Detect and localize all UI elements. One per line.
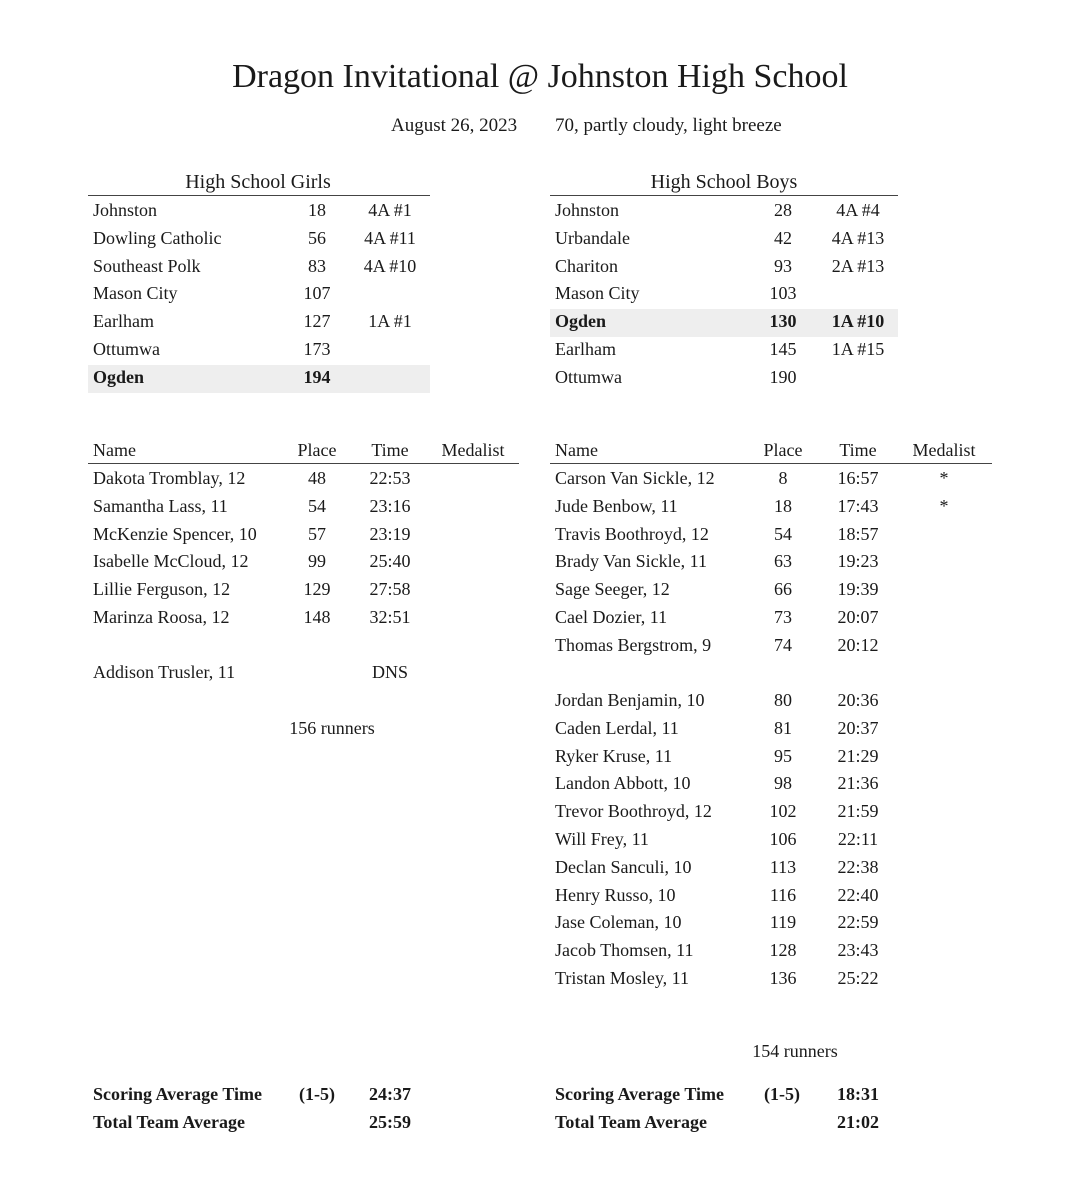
reserve-runner-time: 21:36 [837, 773, 879, 794]
reserve-runner-time: 22:11 [837, 829, 879, 849]
reserve-runner-name: Jase Coleman, 10 [555, 912, 682, 933]
team-rank: 2A #13 [831, 255, 885, 276]
col-medalist-header: Medalist [912, 440, 976, 460]
runner-medalist: * [939, 495, 949, 516]
runner-time: 16:57 [837, 468, 879, 488]
runner-count: 156 runners [289, 718, 375, 738]
team-score: 130 [769, 311, 797, 332]
runner-time: 19:39 [837, 579, 879, 600]
total-average-label: Total Team Average [93, 1112, 245, 1132]
team-rank: 4A #4 [836, 200, 880, 220]
team-name: Earlham [555, 339, 616, 359]
runner-time: 19:23 [837, 551, 879, 572]
reserve-runner-place: 136 [769, 968, 797, 988]
team-score: 107 [303, 283, 331, 304]
team-name: Dowling Catholic [93, 227, 222, 248]
reserve-runner-time: 25:22 [837, 968, 879, 988]
reserve-runner-time: 20:37 [837, 717, 879, 738]
team-rank: 1A #1 [368, 311, 412, 332]
team-name: Ogden [555, 311, 607, 332]
team-score: 127 [303, 311, 331, 332]
page-title: Dragon Invitational @ Johnston High School [232, 58, 848, 95]
scoring-range: (1-5) [764, 1084, 800, 1104]
team-name: Ogden [93, 366, 145, 387]
runner-time: 27:58 [369, 579, 411, 600]
team-rank: 1A #15 [831, 339, 885, 359]
total-average-time: 21:02 [837, 1112, 879, 1132]
runner-name: Lillie Ferguson, 12 [93, 579, 231, 600]
reserve-runner-name: Ryker Kruse, 11 [555, 745, 673, 766]
runner-name: Jude Benbow, 11 [555, 495, 678, 516]
col-place-header: Place [763, 440, 803, 460]
team-score: 190 [769, 366, 797, 387]
team-name: Johnston [555, 200, 620, 220]
team-name: Earlham [93, 311, 154, 332]
reserve-runner-time: 20:36 [837, 690, 879, 710]
reserve-runner-place: 128 [769, 940, 797, 961]
col-time-header: Time [839, 440, 877, 460]
runner-place: 99 [308, 551, 326, 572]
runner-place: 18 [774, 495, 792, 516]
team-score: 145 [769, 339, 797, 359]
team-name: Urbandale [555, 227, 630, 248]
boys-team-rule [550, 195, 898, 196]
reserve-runner-place: 81 [774, 717, 792, 738]
runner-count: 154 runners [752, 1041, 838, 1061]
reserve-runner-name: Caden Lerdal, 11 [555, 717, 679, 738]
runner-time: 23:19 [369, 523, 411, 544]
reserve-runner-place: 106 [769, 829, 797, 849]
runner-place: 54 [774, 523, 792, 544]
runner-place: 66 [774, 579, 792, 600]
boys-runner-rule [550, 463, 992, 464]
runner-time: 23:16 [369, 495, 411, 516]
reserve-runner-name: Trevor Boothroyd, 12 [555, 801, 712, 822]
reserve-runner-time: 23:43 [837, 940, 879, 961]
runner-name: Samantha Lass, 11 [93, 495, 228, 516]
girls-team-rule [88, 195, 430, 196]
reserve-runner-name: Will Frey, 11 [555, 829, 649, 849]
weather-conditions: 70, partly cloudy, light breeze [555, 115, 782, 136]
reserve-runner-place: 119 [769, 912, 797, 933]
dns-runner-name: Addison Trusler, 11 [93, 662, 236, 682]
col-medalist-header: Medalist [441, 440, 505, 460]
runner-place: 129 [303, 579, 331, 600]
reserve-runner-time: 22:38 [837, 856, 879, 877]
team-score: 103 [769, 283, 797, 304]
runner-name: Dakota Tromblay, 12 [93, 468, 246, 488]
team-name: Ottumwa [93, 339, 160, 359]
reserve-runner-time: 22:59 [837, 912, 879, 933]
reserve-runner-time: 21:29 [837, 745, 879, 766]
team-rank: 4A #1 [368, 200, 412, 220]
runner-place: 148 [303, 607, 331, 627]
scoring-average-time: 18:31 [837, 1084, 879, 1104]
team-score: 93 [774, 255, 792, 276]
runner-name: Isabelle McCloud, 12 [93, 551, 249, 572]
runner-name: Brady Van Sickle, 11 [555, 551, 707, 572]
team-name: Southeast Polk [93, 255, 201, 276]
col-name-header: Name [93, 440, 136, 460]
girls-runner-rule [88, 463, 519, 464]
col-time-header: Time [371, 440, 409, 460]
runner-place: 73 [774, 607, 792, 627]
team-name: Johnston [93, 200, 158, 220]
reserve-runner-name: Jacob Thomsen, 11 [555, 940, 694, 961]
total-average-label: Total Team Average [555, 1112, 707, 1132]
scoring-range: (1-5) [299, 1084, 335, 1104]
team-name: Mason City [93, 283, 178, 304]
runner-name: McKenzie Spencer, 10 [93, 523, 257, 544]
team-name: Chariton [555, 255, 618, 276]
scoring-average-label: Scoring Average Time [555, 1084, 724, 1104]
team-score: 56 [308, 227, 326, 248]
runner-place: 54 [308, 495, 326, 516]
runner-name: Cael Dozier, 11 [555, 607, 668, 627]
col-place-header: Place [297, 440, 337, 460]
runner-time: 22:53 [369, 468, 411, 488]
runner-time: 20:12 [837, 634, 879, 655]
team-score: 83 [308, 255, 326, 276]
reserve-runner-name: Henry Russo, 10 [555, 884, 676, 905]
girls-team-heading: High School Girls [185, 171, 331, 193]
team-score: 194 [303, 366, 331, 387]
scoring-average-label: Scoring Average Time [93, 1084, 262, 1104]
runner-time: 18:57 [837, 523, 879, 544]
team-score: 18 [308, 200, 326, 220]
runner-medalist: * [939, 468, 949, 488]
reserve-runner-name: Tristan Mosley, 11 [555, 968, 690, 988]
meet-date: August 26, 2023 [391, 115, 518, 136]
runner-name: Carson Van Sickle, 12 [555, 468, 715, 488]
reserve-runner-place: 80 [774, 690, 792, 710]
reserve-runner-time: 22:40 [837, 884, 879, 905]
team-rank: 1A #10 [831, 311, 885, 332]
runner-place: 8 [778, 468, 788, 488]
runner-time: 25:40 [369, 551, 411, 572]
runner-time: 20:07 [837, 607, 879, 627]
team-score: 173 [303, 339, 331, 359]
team-rank: 4A #10 [363, 255, 417, 276]
team-name: Mason City [555, 283, 640, 304]
col-name-header: Name [555, 440, 598, 460]
runner-time: 17:43 [837, 495, 879, 516]
boys-team-heading: High School Boys [650, 171, 798, 193]
runner-name: Sage Seeger, 12 [555, 579, 670, 600]
scoring-average-time: 24:37 [369, 1084, 411, 1104]
reserve-runner-name: Declan Sanculi, 10 [555, 856, 692, 877]
runner-place: 57 [308, 523, 326, 544]
team-rank: 4A #13 [831, 227, 885, 248]
runner-name: Marinza Roosa, 12 [93, 607, 230, 627]
reserve-runner-name: Jordan Benjamin, 10 [555, 690, 705, 710]
reserve-runner-place: 98 [774, 773, 792, 794]
reserve-runner-time: 21:59 [837, 801, 879, 822]
dns-status: DNS [371, 662, 408, 682]
team-score: 42 [774, 227, 792, 248]
reserve-runner-name: Landon Abbott, 10 [555, 773, 691, 794]
runner-name: Travis Boothroyd, 12 [555, 523, 709, 544]
runner-name: Thomas Bergstrom, 9 [555, 634, 712, 655]
reserve-runner-place: 102 [769, 801, 797, 822]
reserve-runner-place: 113 [769, 856, 797, 877]
team-rank: 4A #11 [364, 227, 416, 248]
runner-time: 32:51 [369, 607, 411, 627]
runner-place: 74 [774, 634, 792, 655]
team-name: Ottumwa [555, 366, 622, 387]
reserve-runner-place: 95 [774, 745, 792, 766]
reserve-runner-place: 116 [769, 884, 797, 905]
runner-place: 48 [308, 468, 326, 488]
total-average-time: 25:59 [369, 1112, 411, 1132]
runner-place: 63 [774, 551, 792, 572]
team-score: 28 [774, 200, 792, 220]
